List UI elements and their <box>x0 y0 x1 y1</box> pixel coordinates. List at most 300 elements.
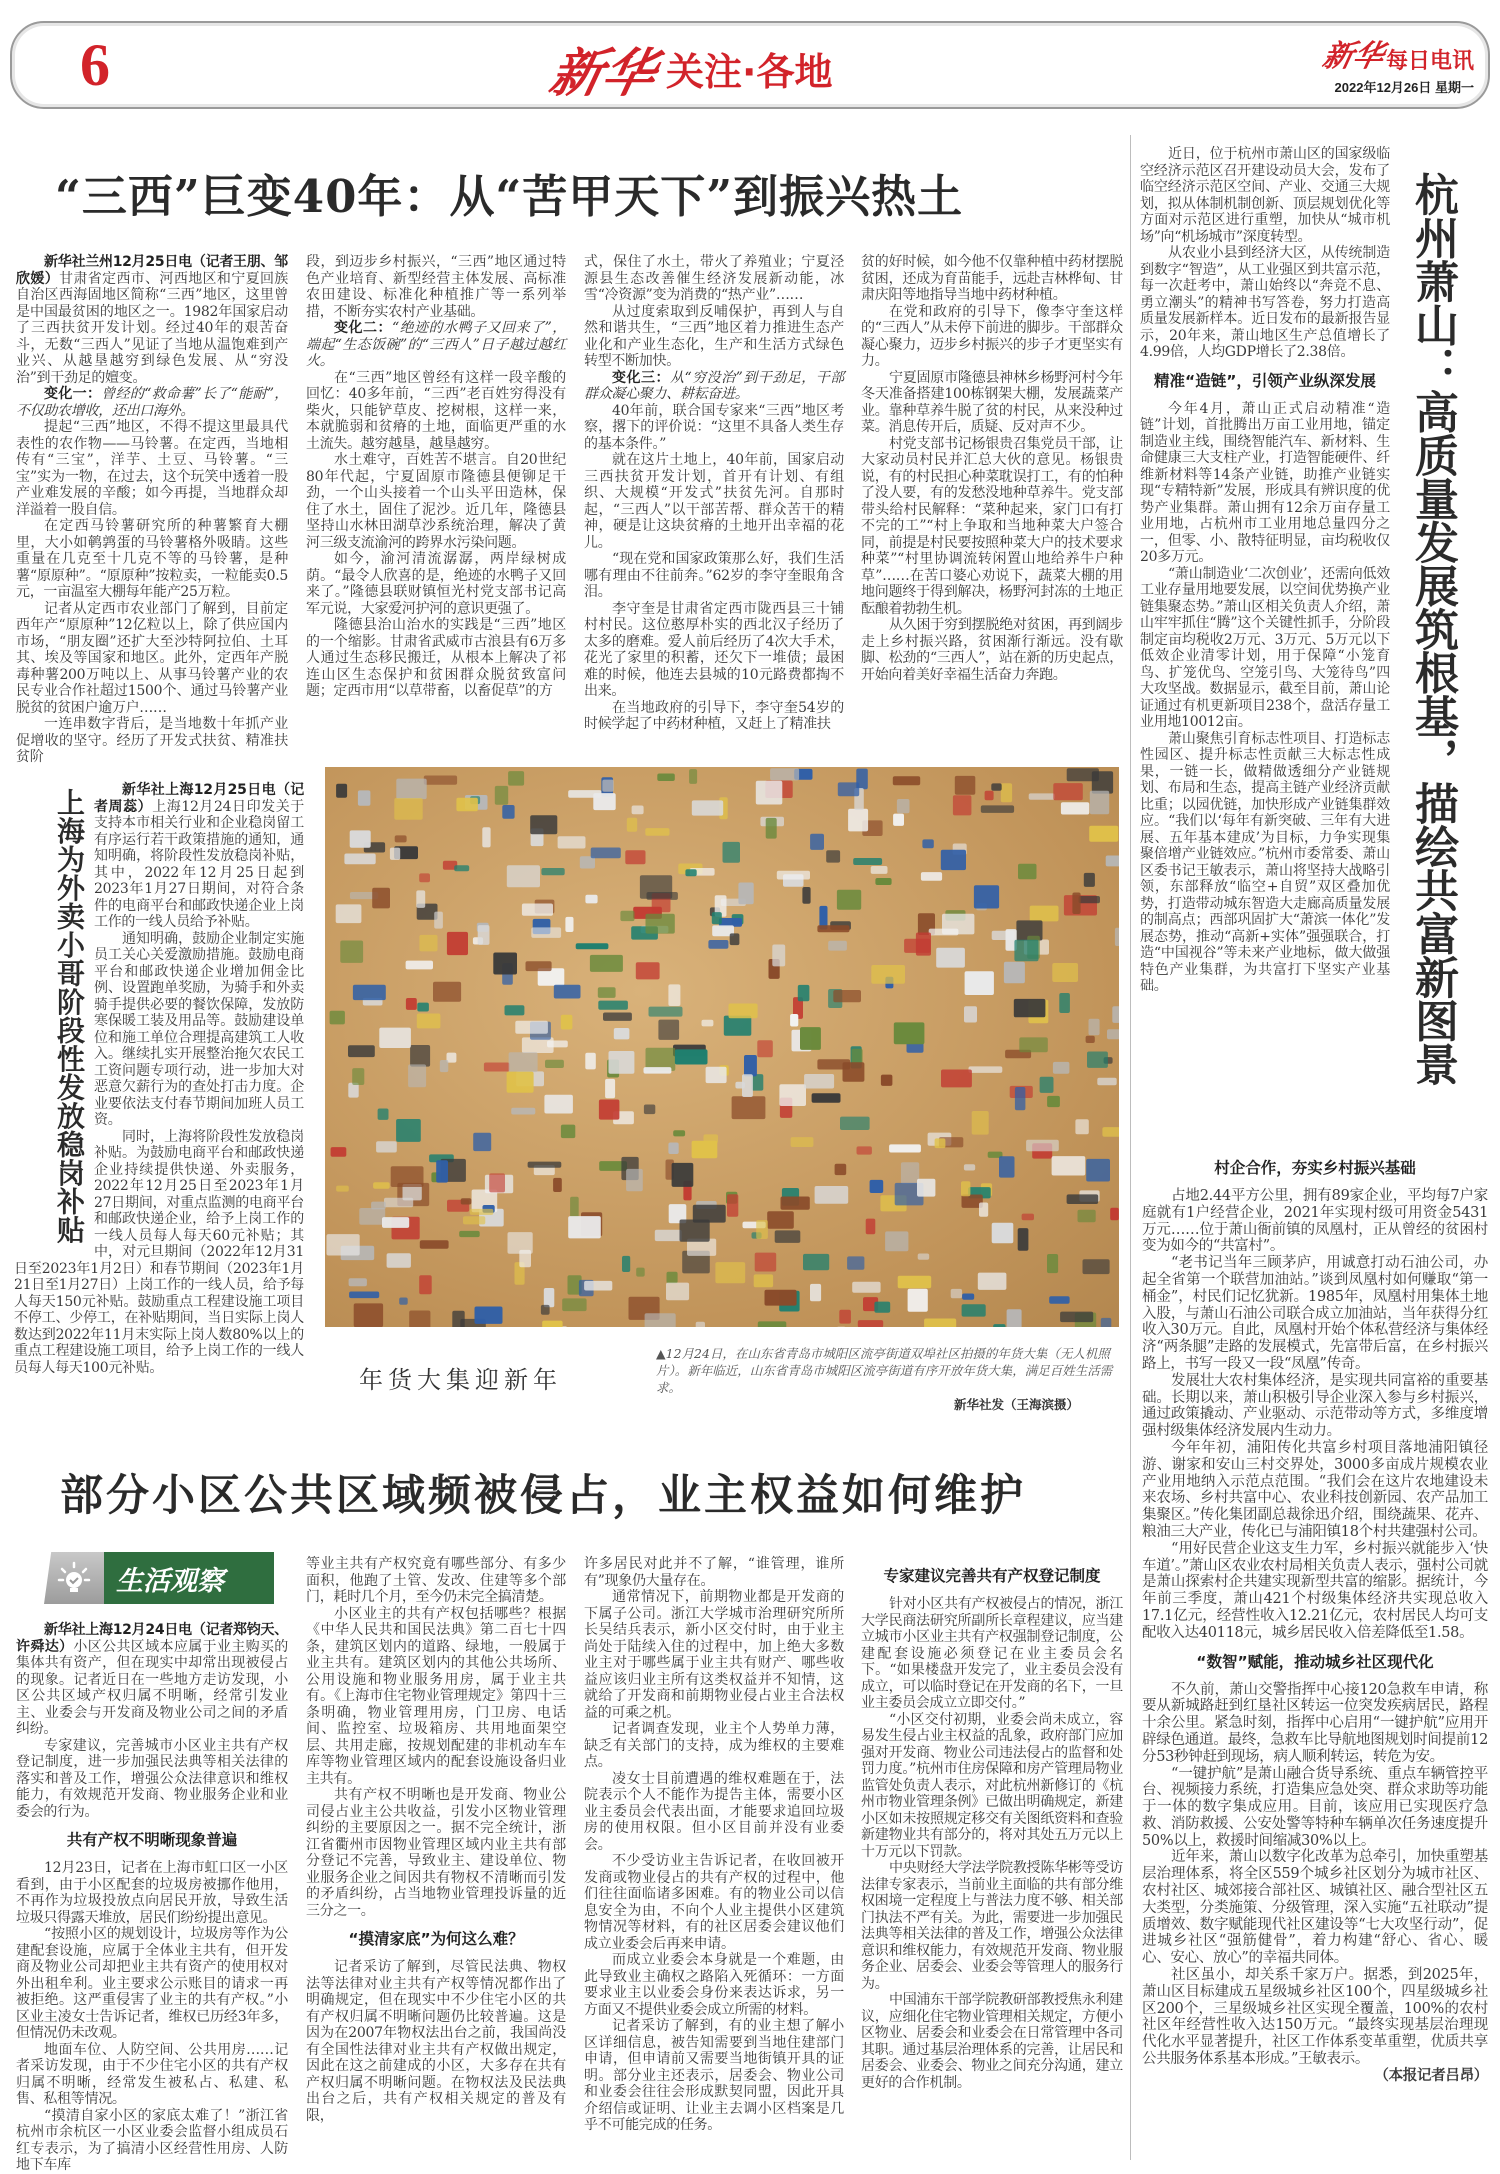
paragraph-text: “用好民营企业这支生力军，乡村振兴就能步入‘快车道’。”萧山区农业农村局相关负责人表示，强村公司就是萧山探索村企共建实现新型共富的缩影。据统计，今年前三季度，萧山421个村级集体经济共实现总收入17.1亿元，经营性收入12.21亿元，农村居民人均可支配收入达40118元，城乡居民收入倍差降低至1.58。 <box>1142 1541 1488 1641</box>
article-paragraph <box>584 601 844 700</box>
market-stall-or-vehicle <box>1089 1019 1100 1036</box>
market-stall-or-vehicle <box>603 1013 632 1021</box>
market-stall-or-vehicle <box>894 1022 925 1044</box>
market-stall-or-vehicle <box>336 904 362 923</box>
market-stall-or-vehicle <box>706 1067 727 1083</box>
byline <box>1142 2068 1488 2085</box>
market-stall-or-vehicle <box>484 1063 510 1072</box>
paragraph-text: 萧山聚焦引育标志性项目、打造标志性园区、提升标志性贡献三大标志性成果，一链一长，做精做透细分产业链规划、布局和生态，提高主链产业经济贡献比重；以园优链，加快形成产业链集群效应。“我们以‘每年有新突破、三年有大进展、五年基本建成’为目标，力争实现集聚倍增产业链效应。”杭州市委常委、萧山区委书记王敏表示，萧山将坚持大战略引领，东部释放“临空+自贸”双区叠加优势，打造带动城东智造大走廊高质量发展的制高点；西部巩固扩大“萧滨一体化”发展态势，推动“高新+实体”强强联合，打造“中国视谷”等未来产业地标，做大做强特色产业集群，为共富打下坚实产业基础。 <box>1140 731 1390 995</box>
market-stall-or-vehicle <box>696 1322 705 1327</box>
market-stall-or-vehicle <box>658 1020 679 1040</box>
market-stall-or-vehicle <box>416 890 425 908</box>
market-stall-or-vehicle <box>777 871 810 880</box>
market-stall-or-vehicle <box>723 842 741 863</box>
market-stall-or-vehicle <box>853 858 882 865</box>
article-paragraph <box>1140 401 1390 566</box>
bottom-story-headline: 部分小区公共区域频被侵占，业主权益如何维护 <box>60 1462 1026 1523</box>
market-stall-or-vehicle <box>1079 896 1101 903</box>
paragraph-text: 从农业小县到经济大区，从传统制造到数字“智造”，从工业强区到共富示范，每一次赶考中，萧山始终以“奔竞不息、勇立潮头”的精神书写答卷，努力打造高质量发展新样本。近日发布的最新报告显示，20年来，萧山地区生产总值增长了4.99倍，人均GDP增长了2.38倍。 <box>1140 245 1390 360</box>
article-paragraph <box>861 1992 1123 2091</box>
market-stall-or-vehicle <box>410 1045 430 1067</box>
market-stall-or-vehicle <box>1083 1259 1110 1274</box>
market-stall-or-vehicle <box>644 1067 672 1074</box>
market-stall-or-vehicle <box>756 1220 768 1239</box>
article-paragraph <box>584 1589 844 1721</box>
market-stall-or-vehicle <box>576 943 609 949</box>
paragraph-text: 同时，上海将阶段性发放稳岗补贴。为鼓励电商平台和邮政快递企业持续提供快递、外卖服务，2022年12月25日至2023年1月27日期间，对重点监测的电商平台和邮政快递企业，给予上岗工作的一线人员每人每天60元补贴；其中，对元旦期间（2022年12月31日至2023年1月2日）和春节期间（2023年1月21日至1月27日）上岗工作的一线人员，给予每人每天150元补贴。鼓励重点工程建设施工项目不停工、少停工，在补贴期间，当日实际上岗人数达到2022年11月末实际上岗人数80%以上的重点工程建设施工项目，给予上岗工作的一线人员每人每天100元补贴。 <box>14 1129 304 1376</box>
paragraph-text: 共有产权不明晰也是开发商、物业公司侵占业主公共收益，引发小区物业管理纠纷的主要原因之一。据不完全统计，浙江省衢州市因物业管理区域内业主共有部分登记不完善，导致业主、建设单位、物业服务企业之间因共有物权不清晰而引发的矛盾纠纷，占当地物业管理投诉量的近三分之一。 <box>306 1787 566 1919</box>
market-stall-or-vehicle <box>767 1211 794 1228</box>
shanghai-story-title: 上海为外卖小哥阶段性发放稳岗补贴 <box>22 786 84 1246</box>
market-stall-or-vehicle <box>561 1125 575 1139</box>
market-stall-or-vehicle <box>689 769 697 784</box>
market-stall-or-vehicle <box>1052 1156 1086 1175</box>
market-stall-or-vehicle <box>839 1310 851 1324</box>
paragraph-text: 在“三西”地区曾经有这样一段辛酸的回忆：40多年前，“三西”老百姓穷得没有柴火，只能铲草皮、挖树根，这样一来，本就脆弱和贫瘠的土地，面临更严重的水土流失。越穷越垦，越垦越穷。 <box>306 370 566 452</box>
market-stall-or-vehicle <box>1089 826 1118 842</box>
market-photo <box>325 767 1119 1327</box>
paragraph-text: 宁夏固原市隆德县神林乡杨野河村今年冬天准备搭建100栋钢架大棚，发展蔬菜产业。靠种草养牛脱了贫的村民，从来没种过菜。消息传开后，质疑、反对声不少。 <box>861 370 1123 436</box>
dateline-paragraph <box>16 254 288 386</box>
market-stall-or-vehicle <box>775 1230 801 1243</box>
market-stall-or-vehicle <box>874 1302 890 1313</box>
market-stall-or-vehicle <box>668 984 680 1006</box>
market-stall-or-vehicle <box>340 941 363 963</box>
market-stall-or-vehicle <box>875 878 891 885</box>
xinhua-logo-small: 新华 <box>1319 31 1388 75</box>
market-stall-or-vehicle <box>609 1051 635 1074</box>
market-stall-or-vehicle <box>680 1220 710 1242</box>
market-stall-or-vehicle <box>507 1072 534 1093</box>
market-stall-or-vehicle <box>478 925 490 945</box>
photo-title: 年货大集迎新年 <box>359 1360 562 1395</box>
paragraph-text: 近年来，萧山以数字化改革为总牵引，加快重塑基层治理体系，将全区559个城乡社区划分为城市社区、农村社区、城郊接合部社区、城镇社区、融合型社区五大类型，分类施策、分级管理，深入实施“五社联动”提质增效、数字赋能现代社区建设等“七大攻坚行动”，促进城乡社区“强筋健骨”，着力构建“舒心、省心、暖心、安心、放心”的幸福共同体。 <box>1142 1849 1488 1966</box>
market-stall-or-vehicle <box>955 776 976 795</box>
market-stall-or-vehicle <box>644 1105 655 1115</box>
column-divider <box>1130 135 1131 2160</box>
paragraph-text: 12月23日，记者在上海市虹口区一小区看到，由于小区配套的垃圾房被挪作他用，不再作为垃圾投放点向居民开放，导致生活垃圾只得露天堆放，居民们纷纷提出意见。 <box>16 1860 288 1926</box>
market-stall-or-vehicle <box>1102 1127 1119 1137</box>
article-paragraph <box>584 2018 844 2134</box>
article-paragraph <box>16 1926 288 2042</box>
market-stall-or-vehicle <box>379 1028 411 1048</box>
article-paragraph <box>584 370 844 403</box>
market-stall-or-vehicle <box>871 866 888 874</box>
paragraph-text: 小区业主的共有产权包括哪些？根据《中华人民共和国民法典》第二百七十四条，建筑区划内的道路、绿地，一般属于业主共有。建筑区划内的其他公共场所、公用设施和物业服务用房，属于业主共有。《上海市住宅物业管理规定》第四十三条明确，物业管理用房，门卫房、电话间、监控室、垃圾箱房、共用地面架空层、共用走廊，按规划配建的非机动车车库等物业管理区域内的配套设施设备归业主共有。 <box>306 1606 566 1787</box>
market-stall-or-vehicle <box>1059 993 1070 1013</box>
market-stall-or-vehicle <box>754 1274 773 1287</box>
paragraph-text: 式，保住了水土，带火了养殖业；宁夏泾源县生态改善催生经济发展新动能，冰雪“冷资源”变为消费的“热产业”…… <box>584 254 844 303</box>
paper-name: 每日电讯 <box>1386 44 1474 75</box>
article-paragraph <box>584 452 844 551</box>
article-paragraph <box>306 254 566 320</box>
market-stall-or-vehicle <box>1004 962 1025 984</box>
article-paragraph <box>16 2108 288 2174</box>
paragraph-text: “按照小区的规划设计，垃圾房等作为公建配套设施，应属于全体业主共有，但开发商及物业公司却把业主共有资产的使用权对外出租牟利。业主要求公示账目的请求一再被拒绝。这严重侵害了业主的共有产权。”小区业主凌女士告诉记者，维权已历经3年多，但情况仍未改观。 <box>16 1926 288 2041</box>
market-stall-or-vehicle <box>974 885 999 908</box>
article-paragraph <box>861 370 1123 436</box>
market-stall-or-vehicle <box>348 1045 375 1057</box>
market-stall-or-vehicle <box>331 1147 347 1157</box>
paragraph-text: 不久前，萧山交警指挥中心接120急救车申请，称要从新城路赶到红垦社区转运一位突发疾病居民，路程十余公里。紧急时刻，指挥中心启用“一键护航”应用开辟绿色通道。最终，急救车比导航地图规划时间提前12分53秒钟赶到现场，病人顺利转运，转危为安。 <box>1142 1682 1488 1765</box>
market-stall-or-vehicle <box>1014 940 1038 961</box>
market-stall-or-vehicle <box>585 895 597 904</box>
market-stall-or-vehicle <box>632 806 644 815</box>
market-stall-or-vehicle <box>897 799 910 813</box>
market-stall-or-vehicle <box>810 1284 821 1301</box>
market-stall-or-vehicle <box>1072 893 1080 915</box>
market-stall-or-vehicle <box>620 911 634 921</box>
market-stall-or-vehicle <box>833 990 861 1002</box>
subhead-label: 变化一： <box>44 386 101 402</box>
market-stall-or-vehicle <box>916 933 931 956</box>
market-stall-or-vehicle <box>622 1256 630 1272</box>
market-stall-or-vehicle <box>889 1144 921 1152</box>
market-stall-or-vehicle <box>553 1178 562 1192</box>
market-stall-or-vehicle <box>1090 791 1109 815</box>
market-stall-or-vehicle <box>352 1068 364 1085</box>
market-stall-or-vehicle <box>1001 783 1012 802</box>
dateline-paragraph <box>16 1622 288 1738</box>
market-stall-or-vehicle <box>828 941 847 951</box>
market-stall-or-vehicle <box>371 1202 386 1210</box>
article-paragraph <box>1142 1541 1488 1642</box>
article-paragraph <box>306 1606 566 1788</box>
paragraph-text: 如今，渝河清流潺潺，两岸绿树成荫。“最令人欣喜的是，绝迹的水鸭子又回来了。”隆德县联财镇恒光村党支部书记高军元说，大家爱河护河的意识更强了。 <box>306 551 566 617</box>
page-number: 6 <box>80 31 110 100</box>
paragraph-text: 不少受访业主告诉记者，在收回被开发商或物业侵占的共有产权的过程中，他们往往面临诸多困难。有的物业公司以信息安全为由，不向个人业主提供小区建筑物情况等材料，有的社区居委会建议他们成立业委会后再来申请。 <box>584 1853 844 1952</box>
market-stall-or-vehicle <box>590 955 623 972</box>
market-stall-or-vehicle <box>507 865 540 887</box>
subhead-label: 变化三： <box>612 370 670 386</box>
paragraph-text: 今年4月，萧山正式启动精准“造链”计划，首批腾出万亩工业用地，锚定制造业主线，围绕智能汽车、新材料、生命健康三大支柱产业，打造智能硬件、纤维新材料等14条产业链，助推产业链实现“专精特新”发展，形成具有辨识度的优势产业集群。萧山拥有12余万亩存量工业用地，占杭州市工业用地总量四分之一，但零、小、散特征明显，亩均税收仅20多万元。 <box>1140 401 1390 566</box>
paragraph-text: “现在党和国家政策那么好，我们生活哪有理由不往前奔。”62岁的李守奎眼角含泪。 <box>584 551 844 600</box>
market-stall-or-vehicle <box>838 782 859 796</box>
market-stall-or-vehicle <box>898 1276 932 1289</box>
market-stall-or-vehicle <box>1086 1159 1110 1182</box>
market-stall-or-vehicle <box>382 1217 409 1228</box>
market-stall-or-vehicle <box>941 850 966 870</box>
paragraph-text: 40年前，联合国专家来“三西”地区考察，撂下的评价说：“这里不具备人类生存的基本条件。” <box>584 403 844 452</box>
paragraph-text: “萧山制造业‘二次创业’，还需向低效工业存量用地要发展，以空间优势换产业链集聚态势。”萧山区相关负责人介绍，萧山牢牢抓住“腾”这个关键性抓手，分阶段制定亩均税收2万元、3万元、5万元以下低效企业清零计划，用于保障“小笼育鸟、扩笼优鸟、空笼引鸟、大笼待鸟”四大攻坚战。数据显示，截至目前，萧山论证通过有机更新项目238个，盘活存量工业用地10012亩。 <box>1140 566 1390 731</box>
market-stall-or-vehicle <box>626 1169 643 1191</box>
market-stall-or-vehicle <box>561 1015 573 1030</box>
market-stall-or-vehicle <box>376 1141 397 1152</box>
market-stall-or-vehicle <box>565 917 573 932</box>
column-badge-label: 生活观察 <box>104 1552 274 1604</box>
paragraph-text: 占地2.44平方公里，拥有89家企业，平均每7户家庭就有1户经营企业，2021年实现村级可用资金5431万元……位于萧山衙前镇的凤凰村，正从曾经的贫困村变为如今的“共富村”。 <box>1142 1188 1488 1254</box>
paragraph-text: 记者调查发现，业主个人势单力薄，缺乏有关部门的支持，成为维权的主要难点。 <box>584 1721 844 1770</box>
photo-caption <box>656 1345 1119 1413</box>
market-stall-or-vehicle <box>1018 864 1037 880</box>
section-heading: “摸清家底”为何这么难？ <box>306 1929 566 1949</box>
market-stall-or-vehicle <box>646 914 675 934</box>
market-stall-or-vehicle <box>636 962 660 979</box>
market-stall-or-vehicle <box>708 940 728 949</box>
market-stall-or-vehicle <box>657 774 675 782</box>
bottom-story-column-1 <box>16 1622 288 2174</box>
market-stall-or-vehicle <box>922 839 933 848</box>
paragraph-text: 针对小区共有产权被侵占的情况，浙江大学民商法研究所副所长章程建议，应当建立城市小区业主共有产权强制登记制度，公建配套设施必须登记在业主委员会名下。“如果楼盘开发完了，业主委员会没有成立，可以临时登记在开发商的名下，一旦业主委员会成立立即交付。” <box>861 1596 1123 1711</box>
dateline: 新华社上海12月24日电（记者郑钧天、许舜达） <box>16 1622 288 1655</box>
market-stall-or-vehicle <box>1053 783 1083 800</box>
market-stall-or-vehicle <box>519 1250 531 1267</box>
article-paragraph <box>306 551 566 617</box>
market-stall-or-vehicle <box>758 1321 787 1327</box>
paragraph-text: 等业主共有产权究竟有哪些部分、有多少面积，他跑了土管、发改、住建等多个部门，耗时几个月，至今仍未完全搞清楚。 <box>306 1556 566 1605</box>
market-stall-or-vehicle <box>605 1079 615 1098</box>
article-paragraph <box>306 452 566 551</box>
market-stall-or-vehicle <box>358 790 371 805</box>
market-stall-or-vehicle <box>1115 928 1119 946</box>
market-stall-or-vehicle <box>461 1198 472 1204</box>
paragraph-text: “摸清自家小区的家底太难了！”浙江省杭州市余杭区一小区业委会监督小组成员石红专表示，为了搞清小区经营性用房、人防地下车库 <box>16 2108 288 2174</box>
article-paragraph <box>1142 1849 1488 1967</box>
market-stall-or-vehicle <box>614 1028 630 1039</box>
section-heading: “数智”赋能，推动城乡社区现代化 <box>1142 1652 1488 1672</box>
market-stall-or-vehicle <box>757 1040 773 1057</box>
market-stall-or-vehicle <box>1015 1087 1026 1110</box>
market-stall-or-vehicle <box>779 1084 806 1106</box>
market-stall-or-vehicle <box>908 1289 928 1312</box>
market-stall-or-vehicle <box>447 932 468 955</box>
paragraph-text: 就在这片土地上，40年前，国家启动三西扶贫开发计划，首开有计划、有组织、大规模“开发式”扶贫先河。自那时起，“三西人”以干部苦帮、群众苦干的精神，硬是让这块贫瘠的土地开出幸福的花儿。 <box>584 452 844 551</box>
paragraph-text: 地面车位、人防空间、公共用房……记者采访发现，由于不少住宅小区的共有产权归属不明晰，经常发生被私占、私建、私售、私租等情况。 <box>16 2042 288 2108</box>
paragraph-text: 上海12月24日印发关于支持本市相关行业和企业稳岗留工有序运行若干政策措施的通知，通知明确，将阶段性发放稳岗补贴，其中，2022年12月25日起到2023年1月27日期间，对符合条件的电商平台和邮政快递企业上岗工作的一线人员给予补贴。 <box>94 799 304 931</box>
article-paragraph <box>1142 1967 1488 2068</box>
paragraph-text: 中央财经大学法学院教授陈华彬等受访法律专家表示，当前业主面临的共有部分维权困境一定程度上与普法力度不够、相关部门执法不严有关。为此，需要进一步加强民法典等相关法律的普及工作，增强公众法律意识和维权能力，有效规范开发商、物业服务企业、居委会、业委会等管理人的服务行为。 <box>861 1860 1123 1992</box>
market-stall-or-vehicle <box>918 1254 930 1260</box>
market-stall-or-vehicle <box>522 1037 554 1053</box>
market-stall-or-vehicle <box>419 935 437 952</box>
market-stall-or-vehicle <box>390 848 400 860</box>
article-paragraph <box>16 1738 288 1821</box>
market-stall-or-vehicle <box>489 1173 505 1192</box>
market-stall-or-vehicle <box>399 1298 408 1305</box>
market-stall-or-vehicle <box>715 1262 745 1283</box>
market-stall-or-vehicle <box>1107 1029 1119 1039</box>
article-paragraph <box>584 1952 844 2018</box>
market-stall-or-vehicle <box>434 912 443 929</box>
paragraph-text: 从过度索取到反哺保护，再到人与自然和谐共生，“三西”地区着力推进生态产业化和产业生态化，生产和生活方式绿色转型不断加快。 <box>584 304 844 370</box>
article-paragraph <box>16 419 288 518</box>
market-stall-or-vehicle <box>752 1074 764 1091</box>
market-stall-or-vehicle <box>1067 1194 1099 1204</box>
market-stall-or-vehicle <box>666 1283 689 1301</box>
market-stall-or-vehicle <box>1110 1208 1119 1220</box>
paragraph-text: “老书记当年三顾茅庐，用诚意打动石油公司，办起全省第一个联营加油站。”谈到凤凰村如何赚取“第一桶金”，村民们记忆犹新。1985年，凤凰村用集体土地入股，与萧山石油公司联合成立加油站，当年获得分红收入30万元。自此，凤凰村开始个体私营经济与集体经济“两条腿”走路的发展模式，先富带后富，在乡村振兴路上，书写一段又一段“凤凰”传奇。 <box>1142 1255 1488 1372</box>
market-stall-or-vehicle <box>935 1138 946 1148</box>
market-stall-or-vehicle <box>452 1311 464 1327</box>
market-stall-or-vehicle <box>991 783 1001 790</box>
market-stall-or-vehicle <box>1022 1214 1034 1221</box>
market-stall-or-vehicle <box>719 918 742 927</box>
market-stall-or-vehicle <box>1049 1296 1069 1304</box>
market-stall-or-vehicle <box>847 1256 864 1269</box>
market-stall-or-vehicle <box>972 1111 989 1135</box>
xiaoshan-story-narrow <box>1140 146 1390 995</box>
market-stall-or-vehicle <box>772 945 785 967</box>
paragraph-text: 近日，位于杭州市萧山区的国家级临空经济示范区召开建设动员大会，发布了临空经济示范区空间、产业、交通三大规划，拟从体制机制创新、顶层规划优化等方面对示范区进行重塑，加快从“城市机场”向“机场城市”深度转型。 <box>1140 146 1390 245</box>
market-stall-or-vehicle <box>964 1006 977 1022</box>
paragraph-text: 记者采访了解到，有的业主想了解小区详细信息，被告知需要到当地住建部门申请，但申请前又需要当地街镇开具的证明。部分业主还表示，居委会、物业公司和业委会往往会形成默契同盟，因此开具介绍信或证明、让业主去调小区档案是几乎不可能完成的任务。 <box>584 2018 844 2133</box>
section-heading: 共有产权不明晰现象普遍 <box>16 1830 288 1850</box>
market-stall-or-vehicle <box>396 1119 421 1142</box>
paragraph-text: “一键护航”是萧山融合货导系统、重点车辆管控平台、视频接力系统，打造集应急处突、群众求助等功能于一体的数字集成应用。目前，该应用已实现医疗急救、消防救援、公安处警等特种车辆单次任务速度提升50%以上，救援时间缩减30%以上。 <box>1142 1766 1488 1849</box>
market-stall-or-vehicle <box>979 1203 988 1217</box>
market-stall-or-vehicle <box>417 1014 441 1029</box>
market-stall-or-vehicle <box>969 1066 1003 1073</box>
market-stall-or-vehicle <box>599 1100 620 1120</box>
market-stall-or-vehicle <box>1112 1006 1119 1023</box>
market-stall-or-vehicle <box>962 1304 986 1316</box>
market-stall-or-vehicle <box>391 1166 424 1187</box>
market-stall-or-vehicle <box>562 1298 586 1311</box>
market-stall-or-vehicle <box>712 912 722 924</box>
market-stall-or-vehicle <box>893 776 920 785</box>
market-stall-or-vehicle <box>744 1055 757 1076</box>
market-stall-or-vehicle <box>419 873 430 882</box>
issue-date: 2022年12月26日 星期一 <box>1324 77 1474 96</box>
market-stall-or-vehicle <box>770 768 799 780</box>
market-stall-or-vehicle <box>408 1064 426 1087</box>
article-paragraph <box>861 436 1123 618</box>
article-paragraph <box>584 304 844 370</box>
market-stall-or-vehicle <box>800 1027 821 1050</box>
paragraph-text: 小区公共区域本应属于业主购买的集体共有资产，但在现实中却常出现被侵占的现象。记者近日在一些地方走访发现，小区公共区域产权归属不明晰，经常引发业主、业委会与开发商及物业公司之间的矛盾纠纷。 <box>16 1639 288 1738</box>
paragraph-text: 在定西马铃薯研究所的种薯繁育大棚里，大小如鹌鹑蛋的马铃薯格外吸睛。这些重量在几克至十几克不等的马铃薯，是种薯“原原种”。“原原种”按粒卖，一粒能卖0.5元，一亩温室大棚每年能产25万粒。 <box>16 518 288 600</box>
market-stall-or-vehicle <box>985 791 994 801</box>
article-paragraph <box>16 386 288 419</box>
market-stall-or-vehicle <box>812 1093 841 1103</box>
paragraph-text: 李守奎是甘肃省定西市陇西县三十铺村村民。这位憨厚朴实的西北汉子经历了太多的磨难。爱人前后经历了4次大手术，花光了家里的积蓄，还欠下一堆债；最困难的时候，他连去县城的10元路费都掏不出来。 <box>584 601 844 700</box>
market-stall-or-vehicle <box>730 933 740 945</box>
section-heading: 村企合作，夯实乡村振兴基础 <box>1142 1158 1488 1178</box>
market-stall-or-vehicle <box>359 1208 385 1225</box>
bottom-story-column-4 <box>861 1556 1123 2091</box>
market-stall-or-vehicle <box>440 1060 449 1072</box>
market-stall-or-vehicle <box>804 1074 834 1089</box>
article-paragraph <box>861 1712 1123 1861</box>
paragraph-text: （本报记者吕昂） <box>1374 2067 1488 2084</box>
paragraph-text: 在当地政府的引导下，李守奎54岁的时候学起了中药材种植，又赶上了精准扶 <box>584 700 844 733</box>
paragraph-text: 甘肃省定西市、河西地区和宁夏回族自治区西海固地区简称“三西”地区，这里曾是中国最贫困的地区之一。1982年国家启动了三西扶贫开发计划。经过40年的艰苦奋斗，无数“三西人”见证了当地从温饱难到产业兴、从越垦越穷到绿色发展、从“穷没治”到干劲足的嬗变。 <box>16 271 288 386</box>
market-stall-or-vehicle <box>336 784 347 798</box>
market-stall-or-vehicle <box>625 850 645 864</box>
market-stall-or-vehicle <box>1086 1036 1095 1043</box>
market-stall-or-vehicle <box>545 1060 564 1068</box>
market-stall-or-vehicle <box>394 798 422 820</box>
article-paragraph <box>16 601 288 717</box>
market-stall-or-vehicle <box>509 1052 538 1072</box>
paragraph-text: 记者采访了解到，尽管民法典、物权法等法律对业主共有产权等情况都作出了明确规定，但在现实中不少住宅小区的共有产权归属不明晰问题仍比较普遍。这是因为在2007年物权法出台之前，我国尚没有全国性法律对业主共有产权做出规定，因此在这之前建成的小区，大多存在共有产权归属不明晰问题。在物权法及民法典出台之后，共有产权相关规定的普及有限， <box>306 1959 566 2124</box>
market-stall-or-vehicle <box>1087 1052 1108 1068</box>
paragraph-text: 今年年初，浦阳传化共富乡村项目落地浦阳镇径游、谢家和安山三村交界处，3000多亩成片规模农业产业用地纳入示范点范围。“我们会在这片农地建设未来农场、乡村共富中心、农业科技创新园、农产品加工集聚区。”传化集团副总裁徐迅介绍，围绕蔬果、花卉、粮油三大产业，传化已与浦阳镇18个村共建强村公司。 <box>1142 1440 1488 1540</box>
market-stall-or-vehicle <box>530 815 557 834</box>
market-stall-or-vehicle <box>558 836 586 848</box>
market-stall-or-vehicle <box>454 865 469 871</box>
market-stall-or-vehicle <box>738 883 753 905</box>
market-stall-or-vehicle <box>871 965 905 984</box>
paragraph-text: 提起“三西”地区，不得不提这里最具代表性的农作物——马铃薯。在定西，当地相传有“三宝”，洋芋、土豆、马铃薯。“三宝”实为一物，在过去，这个玩笑中透着一股产业难发展的辛酸；如今再提，当地群众却洋溢着一股自信。 <box>16 419 288 518</box>
market-stall-or-vehicle <box>835 1164 847 1175</box>
market-stall-or-vehicle <box>655 1230 682 1241</box>
market-stall-or-vehicle <box>482 827 490 847</box>
market-stall-or-vehicle <box>353 985 386 1000</box>
market-stall-or-vehicle <box>729 1004 758 1019</box>
market-stall-or-vehicle <box>1075 1119 1088 1134</box>
market-stall-or-vehicle <box>732 1096 766 1119</box>
paragraph-text: 从久困于穷到摆脱绝对贫困，再到阔步走上乡村振兴路，贫困渐行渐远。没有歇脚、松劲的“三西人”，站在新的历史起点，开始向着美好幸福生活奋力奔跑。 <box>861 617 1123 683</box>
xiaoshan-story-wide <box>1142 1148 1488 2085</box>
market-stall-or-vehicle <box>349 1278 367 1286</box>
market-stall-or-vehicle <box>327 1234 360 1255</box>
market-stall-or-vehicle <box>584 1281 612 1291</box>
paragraph-text: 曾经的“救命薯”长了“能耐”，不仅助农增收，还出口海外。 <box>16 386 288 419</box>
section-name: 关注·各地 <box>666 41 832 96</box>
market-stall-or-vehicle <box>505 1005 525 1015</box>
market-stall-or-vehicle <box>837 890 861 910</box>
market-stall-or-vehicle <box>893 814 904 826</box>
article-paragraph <box>306 1556 566 1606</box>
market-stall-or-vehicle <box>802 887 810 904</box>
article-paragraph <box>1142 1373 1488 1440</box>
market-stall-or-vehicle <box>1047 1096 1060 1107</box>
article-paragraph <box>584 1721 844 1771</box>
market-stall-or-vehicle <box>917 1179 935 1197</box>
market-stall-or-vehicle <box>372 888 390 909</box>
market-stall-or-vehicle <box>1060 1312 1093 1323</box>
market-stall-or-vehicle <box>554 985 581 999</box>
market-stall-or-vehicle <box>406 961 433 970</box>
xinhua-logo: 新华 <box>544 31 664 106</box>
article-paragraph <box>1140 566 1390 731</box>
market-stall-or-vehicle <box>766 818 777 839</box>
paragraph-text: 发展壮大农村集体经济，是实现共同富裕的重要基础。长期以来，萧山积极引导企业深入参与乡村振兴，通过政策撬动、产业驱动、示范带动等方式，多维度增强村级集体经济发展内生动力。 <box>1142 1373 1488 1439</box>
market-stall-or-vehicle <box>848 809 868 832</box>
article-paragraph <box>306 617 566 700</box>
article-paragraph <box>16 2042 288 2108</box>
market-stall-or-vehicle <box>962 1294 974 1300</box>
market-stall-or-vehicle <box>803 1254 829 1270</box>
market-stall-or-vehicle <box>493 953 517 975</box>
market-stall-or-vehicle <box>396 779 426 800</box>
market-stall-or-vehicle <box>724 1016 752 1036</box>
market-stall-or-vehicle <box>881 1075 893 1086</box>
market-stall-or-vehicle <box>1040 1077 1054 1093</box>
article-paragraph <box>306 1787 566 1919</box>
market-stall-or-vehicle <box>735 1082 745 1089</box>
market-stall-or-vehicle <box>336 1186 349 1192</box>
market-stall-or-vehicle <box>636 1268 645 1277</box>
paragraph-text: 段，到迈步乡村振兴，“三西”地区通过特色产业培育、新型经营主体发展、高标准农田建设、标准化种植推广等一系列举措，不断夯实农村产业基础。 <box>306 254 566 320</box>
market-stall-or-vehicle <box>645 828 669 836</box>
market-stall-or-vehicle <box>1047 1254 1058 1273</box>
market-stall-or-vehicle <box>419 1275 432 1294</box>
market-stall-or-vehicle <box>395 835 407 842</box>
market-stall-or-vehicle <box>459 1231 480 1237</box>
market-stall-or-vehicle <box>685 869 696 876</box>
market-aerial-image <box>325 767 1119 1327</box>
market-stall-or-vehicle <box>409 1311 430 1328</box>
market-stall-or-vehicle <box>961 1181 970 1196</box>
dateline: 新华社上海12月25日电（记者周蕊） <box>94 782 304 815</box>
article-paragraph <box>306 1959 566 2124</box>
article-paragraph <box>584 551 844 601</box>
market-stall-or-vehicle <box>668 1143 678 1155</box>
market-stall-or-vehicle <box>330 1011 345 1025</box>
article-paragraph <box>584 1853 844 1952</box>
